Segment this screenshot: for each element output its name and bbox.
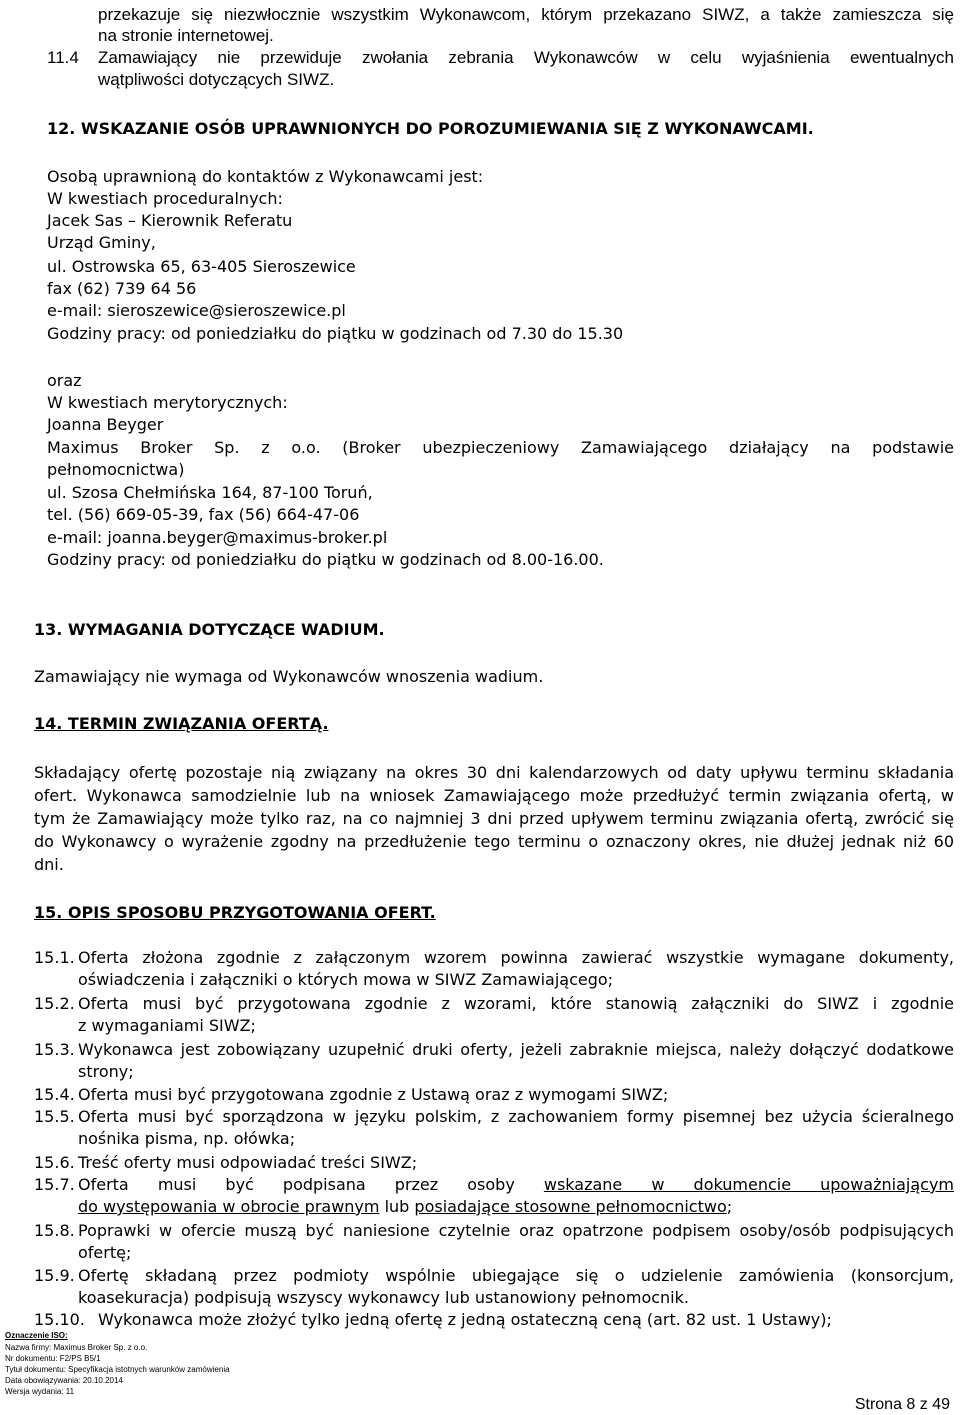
section-14-line: Składający ofertę pozostaje nią związany na okres 30 dni kalendarzowych od daty upływu terminu składania [34, 763, 954, 782]
contact-line: Jacek Sas – Kierownik Referatu [47, 211, 293, 230]
contact-email: e-mail: joanna.beyger@maximus-broker.pl [47, 528, 388, 547]
list-item-text: ; [726, 1197, 733, 1216]
list-item-text: lub [379, 1197, 415, 1216]
list-item-number: 15.3. [34, 1040, 75, 1059]
list-item-text: posiadające stosowne pełnomocnictwo [414, 1197, 727, 1216]
list-item-number: 15.1. [34, 948, 75, 967]
list-item-number: 15.6. [34, 1153, 75, 1172]
point-11-4-line-2: wątpliwości dotyczących SIWZ. [98, 70, 335, 89]
list-item-text: wskazane w dokumencie upoważniającym [543, 1175, 954, 1194]
contact-line: Osobą uprawnioną do kontaktów z Wykonawcami jest: [47, 167, 484, 186]
list-item-number: 15.7. [34, 1175, 75, 1194]
point-11-4-line-1: Zamawiający nie przewiduje zwołania zebrania Wykonawców w celu wyjaśnienia ewentualnych [98, 48, 954, 67]
contact-line: ul. Szosa Chełmińska 164, 87-100 Toruń, [47, 483, 373, 502]
list-item-number: 15.8. [34, 1221, 75, 1240]
list-item-text: Oferta musi być podpisana przez osoby [78, 1175, 544, 1194]
footer-iso-label: Oznaczenie ISO: [5, 1331, 68, 1340]
contact-line: W kwestiach merytorycznych: [47, 393, 288, 412]
section-13-text: Zamawiający nie wymaga od Wykonawców wnoszenia wadium. [34, 667, 544, 686]
contact-line: ul. Ostrowska 65, 63-405 Sieroszewice [47, 257, 356, 276]
list-item-number: 15.5. [34, 1107, 75, 1126]
section-13-heading: 13. WYMAGANIA DOTYCZĄCE WADIUM. [34, 620, 385, 639]
list-item-number: 15.10. [34, 1310, 85, 1329]
contact-email: e-mail: sieroszewice@sieroszewice.pl [47, 301, 346, 320]
list-item-text: strony; [78, 1062, 134, 1081]
footer-line: Data obowiązywania: 20.10.2014 [5, 1376, 123, 1385]
list-item-number: 15.2. [34, 994, 75, 1013]
list-item-text: Oferta złożona zgodnie z załączonym wzorem powinna zawierać wszystkie wymagane dokumenty, [78, 948, 954, 967]
contact-hours: Godziny pracy: od poniedziałku do piątku w godzinach od 7.30 do 15.30 [47, 324, 624, 343]
list-item-text: koasekuracja) podpisują wszyscy wykonawcy lub ustanowiony pełnomocnik. [78, 1288, 689, 1307]
list-item-text: Poprawki w ofercie muszą być naniesione czytelnie oraz opatrzone podpisem osoby/osób podpisujących [78, 1221, 954, 1240]
section-14-line: tym że Zamawiający może tylko raz, na co najmniej 3 dni przed upływem terminu związania ofertą, zwrócić się [34, 809, 954, 828]
list-item-text: Wykonawca może złożyć tylko jedną ofertę z jedną ostateczną ceną (art. 82 ust. 1 Ustawy); [98, 1310, 832, 1329]
section-14-line: dni. [34, 855, 64, 874]
contact-hours: Godziny pracy: od poniedziałku do piątku w godzinach od 8.00-16.00. [47, 550, 604, 569]
section-14-heading: 14. TERMIN ZWIĄZANIA OFERTĄ. [34, 714, 329, 733]
list-item-text: Oferta musi być przygotowana zgodnie z Ustawą oraz z wymogami SIWZ; [78, 1085, 669, 1104]
footer-line: Wersja wydania: 11 [5, 1387, 75, 1396]
point-11-4-number: 11.4 [47, 48, 79, 67]
contact-line: Maximus Broker Sp. z o.o. (Broker ubezpieczeniowy Zamawiającego działający na podstawie [47, 438, 954, 457]
intro-line-2: na stronie internetowej. [98, 26, 274, 45]
section-15-heading: 15. OPIS SPOSOBU PRZYGOTOWANIA OFERT. [34, 903, 436, 922]
section-14-line: do Wykonawcy o wyrażenie zgodny na przedłużenie tego terminu o oznaczony okres, nie dłużej jednak niż 60 [34, 832, 954, 851]
list-item-text: Wykonawca jest zobowiązany uzupełnić druki oferty, jeżeli zabraknie miejsca, należy dołączyć dodatkowe [78, 1040, 954, 1059]
list-item-text: Ofertę składaną przez podmioty wspólnie ubiegające się o udzielenie zamówienia (konsorcjum, [78, 1266, 954, 1285]
list-item-number: 15.9. [34, 1266, 75, 1285]
contact-line: Joanna Beyger [47, 415, 164, 434]
contact-line: oraz [47, 371, 82, 390]
footer-line: Tytuł dokumentu: Specyfikacja istotnych warunków zamówienia [5, 1365, 230, 1374]
list-item-text: Oferta musi być sporządzona w języku polskim, z zachowaniem formy pisemnej bez użycia ścieralnego [78, 1107, 954, 1126]
contact-line: fax (62) 739 64 56 [47, 279, 197, 298]
list-item-text: oświadczenia i załączniki o których mowa w SIWZ Zamawiającego; [78, 970, 614, 989]
list-item-text: ofertę; [78, 1243, 132, 1262]
section-12-heading: 12. WSKAZANIE OSÓB UPRAWNIONYCH DO POROZUMIEWANIA SIĘ Z WYKONAWCAMI. [47, 119, 814, 138]
section-14-line: ofert. Wykonawca samodzielnie lub na wniosek Zamawiającego może przedłużyć termin związania ofertą, w [34, 786, 954, 805]
list-item-text: do występowania w obrocie prawnym [78, 1197, 380, 1216]
contact-line: W kwestiach proceduralnych: [47, 189, 283, 208]
list-item-text: z wymaganiami SIWZ; [78, 1016, 256, 1035]
contact-line: pełnomocnictwa) [47, 460, 185, 479]
footer-line: Nr dokumentu: F2/PS B5/1 [5, 1354, 101, 1363]
list-item-text: nośnika pisma, np. ołówka; [78, 1129, 296, 1148]
page-number: Strona 8 z 49 [854, 1396, 950, 1413]
intro-line-1: przekazuje się niezwłocznie wszystkim Wykonawcom, którym przekazano SIWZ, a także zamieszcza się [98, 5, 954, 24]
contact-line: Urząd Gminy, [47, 233, 156, 252]
list-item-number: 15.4. [34, 1085, 75, 1104]
list-item-text: Oferta musi być przygotowana zgodnie z wzorami, które stanowią załączniki do SIWZ i zgodnie [78, 994, 954, 1013]
footer-line: Nazwa firmy: Maximus Broker Sp. z o.o. [5, 1343, 148, 1352]
contact-line: tel. (56) 669-05-39, fax (56) 664-47-06 [47, 505, 360, 524]
list-item-text: Treść oferty musi odpowiadać treści SIWZ; [78, 1153, 418, 1172]
